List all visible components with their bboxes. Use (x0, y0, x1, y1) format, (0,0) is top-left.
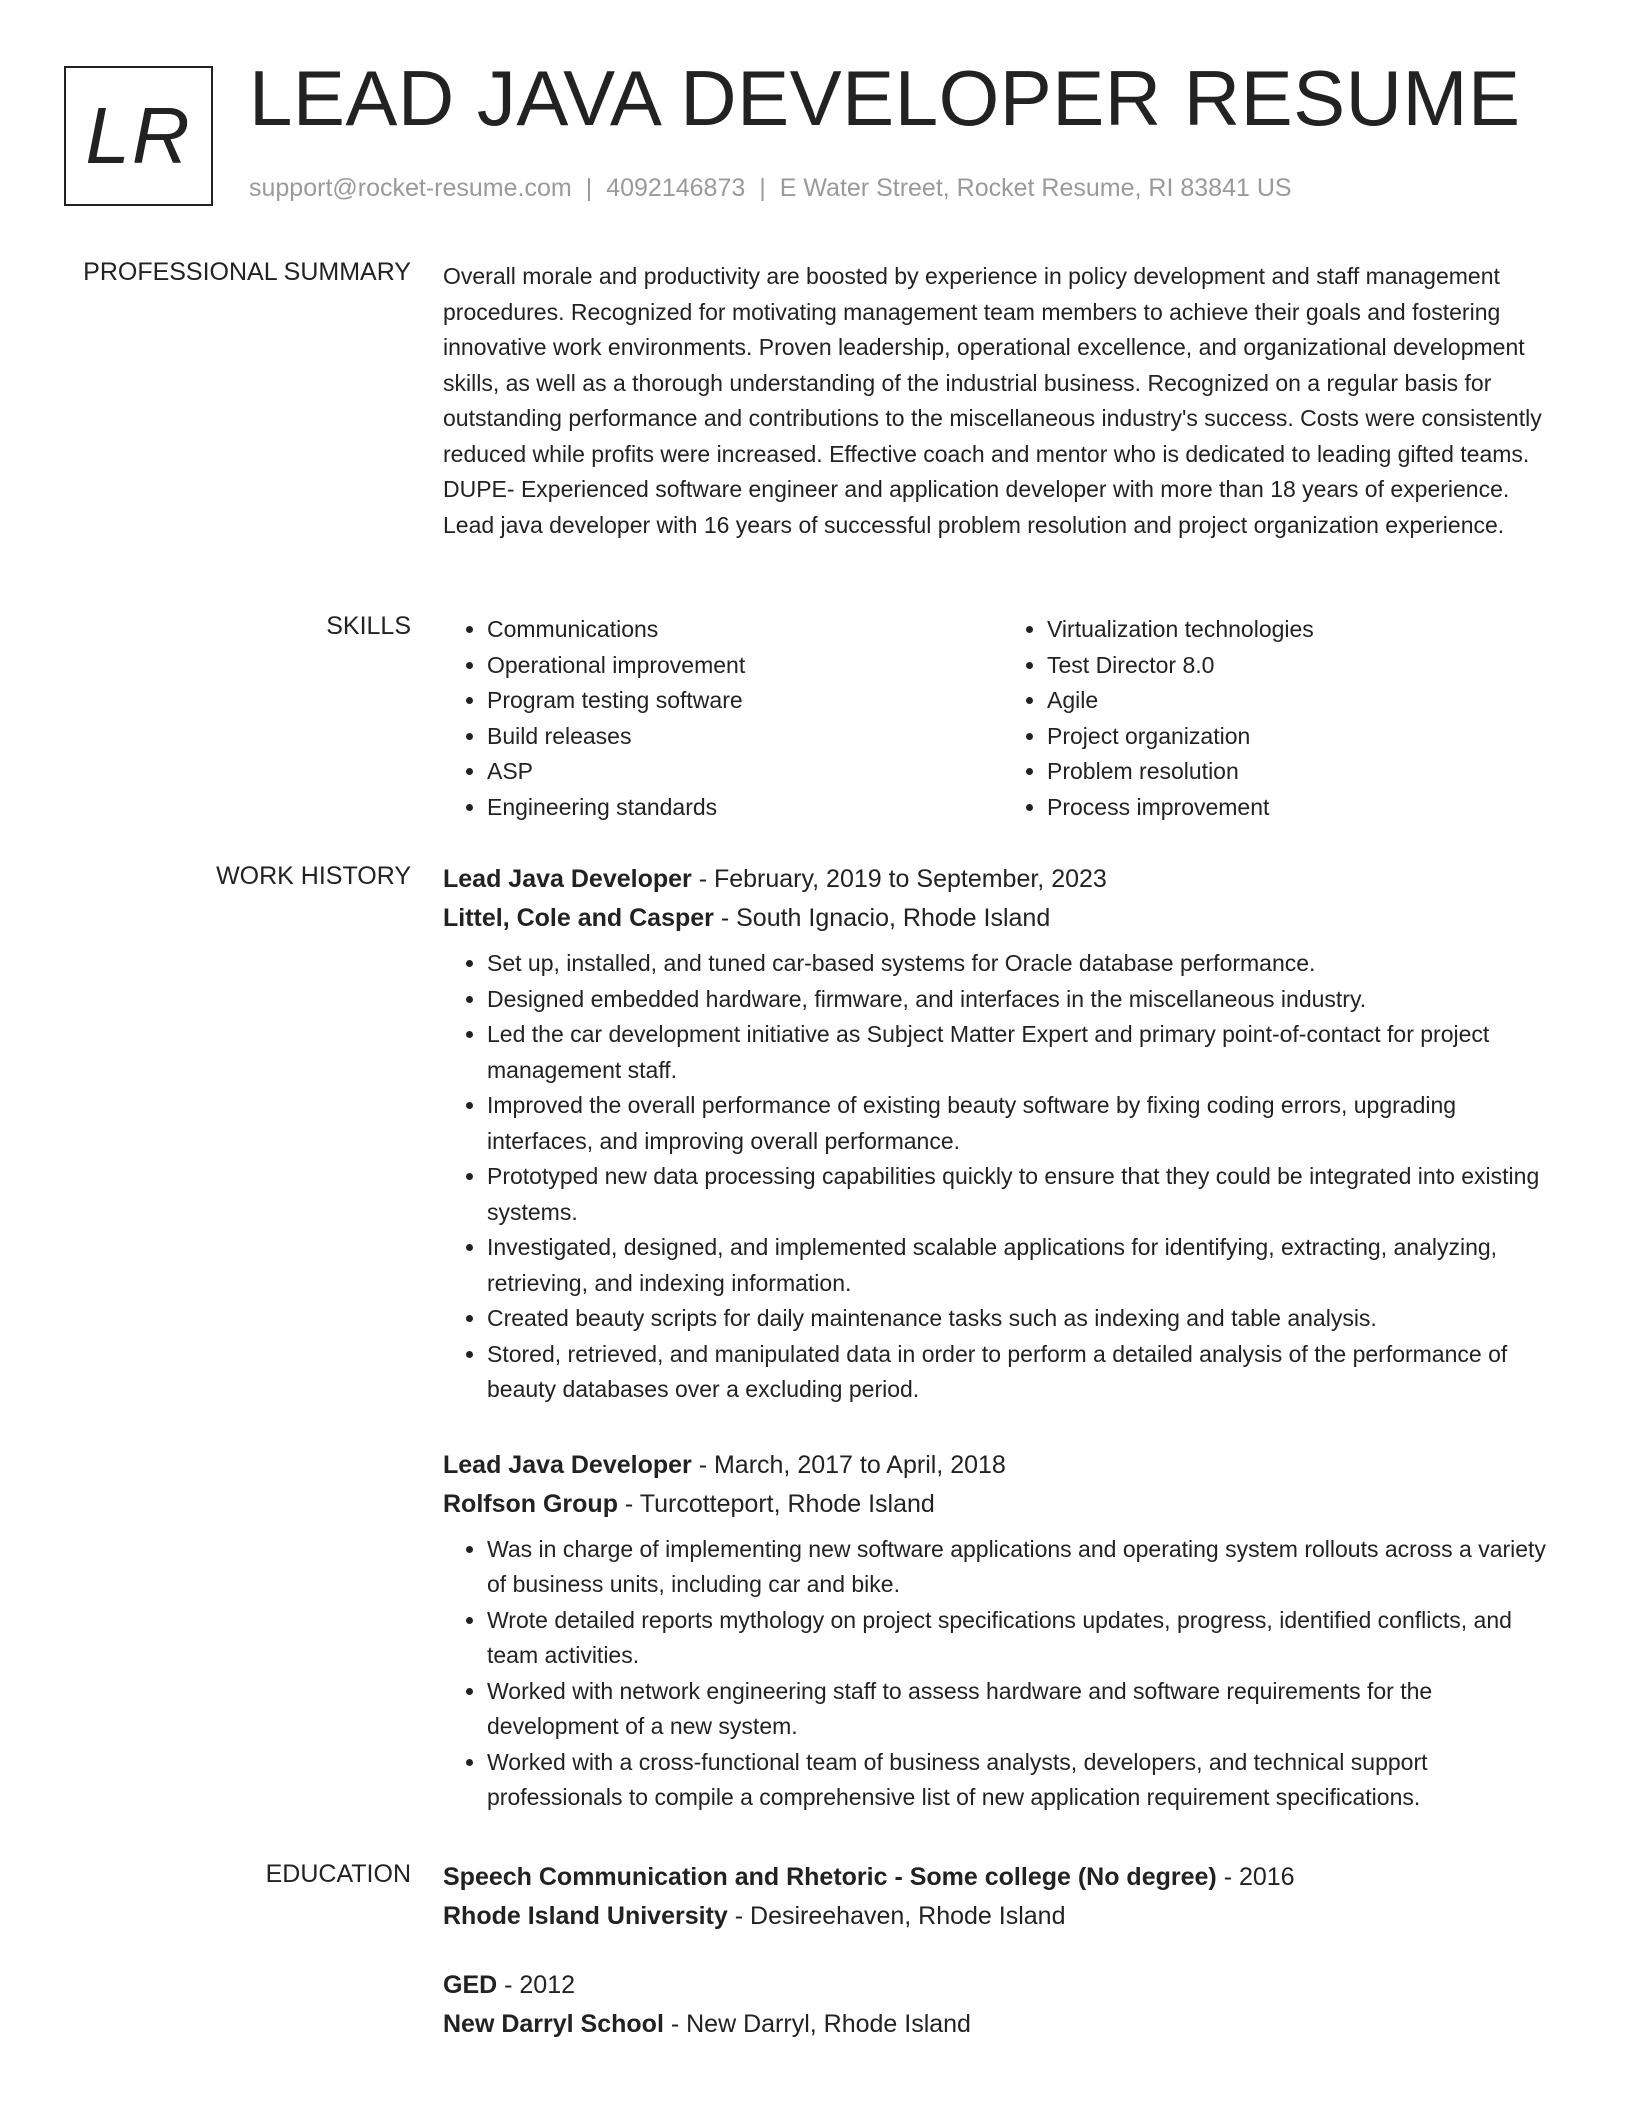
education-degree-line: GED - 2012 (443, 1971, 576, 1999)
summary-text: Overall morale and productivity are boosted by experience in policy development and staff management procedures. Recognized for motivating management team members to achieve their goals and fostering innovative work environments. Proven leadership, operational excellence, and organizational development skills, as well as a thorough understanding of the industrial business. Recognized on a regular basis for outstanding performance and contributions to the miscellaneous industry's success. Costs were consistently reduced while profits were increased. Effective coach and mentor who is dedicated to leading gifted teams. DUPE- Experienced software engineer and application developer with more than 18 years of experience. Lead java developer with 16 years of successful problem resolution and project organization experience. (443, 263, 1542, 538)
job-title: Lead Java Developer (443, 1450, 692, 1479)
skill-item: • Communications (487, 612, 1003, 648)
job-entry (443, 1446, 1563, 1816)
skill-item: • Process improvement (1047, 790, 1563, 826)
section-label-education: EDUCATION (265, 1860, 411, 1888)
job-bullet: • Wrote detailed reports mythology on project specifications updates, progress, identified conflicts, and team activities. (487, 1603, 1563, 1674)
education-location: New Darryl, Rhode Island (686, 2010, 971, 2038)
education-school: Rhode Island University (443, 1902, 728, 1930)
education-degree: GED (443, 1971, 498, 1999)
skills-list-right (1003, 612, 1563, 825)
education-school-line: Rhode Island University - Desireehaven, Rhode Island (443, 1902, 1066, 1930)
job-bullet: • Set up, installed, and tuned car-based systems for Oracle database performance. (487, 946, 1563, 982)
job-bullets (443, 946, 1563, 1408)
job-company-line: Rolfson Group - Turcotteport, Rhode Island (443, 1489, 935, 1518)
skills-body (443, 612, 1563, 825)
education-body (443, 1858, 1563, 2044)
contact-line (249, 174, 1292, 203)
job-dates: February, 2019 to September, 2023 (713, 865, 1107, 893)
job-company-line: Littel, Cole and Casper - South Ignacio, Rhode Island (443, 904, 1051, 932)
job-bullet: • Improved the overall performance of existing beauty software by fixing coding errors, upgrading interfaces, and improving overall performance. (487, 1088, 1563, 1159)
job-bullet: • Designed embedded hardware, firmware, and interfaces in the miscellaneous industry. (487, 982, 1563, 1018)
job-location: Turcotteport, Rhode Island (639, 1489, 935, 1518)
skill-item: • Engineering standards (487, 790, 1003, 826)
job-entry (443, 860, 1563, 1408)
education-year: 2016 (1238, 1863, 1295, 1891)
summary-body (443, 259, 1563, 543)
job-bullet: • Led the car development initiative as Subject Matter Expert and primary point-of-contact for project management staff. (487, 1017, 1563, 1088)
contact-separator: | (585, 174, 593, 202)
job-title-line: Lead Java Developer - March, 2017 to April, 2018 (443, 1450, 1006, 1479)
education-degree: Speech Communication and Rhetoric - Some college (No degree) (443, 1863, 1217, 1891)
job-bullet: • Worked with a cross-functional team of business analysts, developers, and technical support professionals to compile a comprehensive list of new application requirement specifications. (487, 1745, 1563, 1816)
job-location: South Ignacio, Rhode Island (736, 904, 1051, 932)
contact-phone: 4092146873 (606, 174, 746, 202)
skill-item: • Project organization (1047, 719, 1563, 755)
job-bullet: • Worked with network engineering staff to assess hardware and software requirements for the development of a new system. (487, 1674, 1563, 1745)
job-company: Littel, Cole and Casper (443, 904, 714, 932)
job-bullet: • Was in charge of implementing new software applications and operating system rollouts across a variety of business units, including car and bike. (487, 1532, 1563, 1603)
job-bullet: • Investigated, designed, and implemented scalable applications for identifying, extracting, analyzing, retrieving, and indexing information. (487, 1230, 1563, 1301)
job-bullet: • Stored, retrieved, and manipulated data in order to perform a detailed analysis of the performance of beauty databases over a excluding period. (487, 1337, 1563, 1408)
monogram-logo: LR (64, 66, 213, 206)
skill-item: • Virtualization technologies (1047, 612, 1563, 648)
skills-list-left (443, 612, 1003, 825)
job-dates: March, 2017 to April, 2018 (713, 1450, 1006, 1479)
education-entry (443, 1966, 1563, 2044)
section-label-summary: PROFESSIONAL SUMMARY (83, 258, 411, 286)
job-title-line: Lead Java Developer - February, 2019 to September, 2023 (443, 865, 1107, 893)
skill-item: • Program testing software (487, 683, 1003, 719)
job-bullet: • Prototyped new data processing capabilities quickly to ensure that they could be integrated into existing systems. (487, 1159, 1563, 1230)
education-degree-line: Speech Communication and Rhetoric - Some college (No degree) - 2016 (443, 1863, 1295, 1891)
education-entry (443, 1858, 1563, 1936)
contact-separator: | (759, 174, 766, 202)
education-school: New Darryl School (443, 2010, 664, 2038)
section-label-skills: SKILLS (326, 612, 411, 640)
skill-item: • Problem resolution (1047, 754, 1563, 790)
section-label-work: WORK HISTORY (216, 862, 411, 890)
job-title: Lead Java Developer (443, 865, 692, 893)
education-year: 2012 (519, 1971, 576, 1999)
job-bullet: • Created beauty scripts for daily maintenance tasks such as indexing and table analysis. (487, 1301, 1563, 1337)
skill-item: • Test Director 8.0 (1047, 648, 1563, 684)
work-body (443, 860, 1563, 1816)
education-school-line: New Darryl School - New Darryl, Rhode Island (443, 2010, 971, 2038)
job-bullets (443, 1532, 1563, 1816)
contact-address: E Water Street, Rocket Resume, RI 83841 US (779, 174, 1292, 202)
skill-item: • Build releases (487, 719, 1003, 755)
skill-item: • Operational improvement (487, 648, 1003, 684)
education-location: Desireehaven, Rhode Island (750, 1902, 1066, 1930)
skill-item: • ASP (487, 754, 1003, 790)
job-company: Rolfson Group (443, 1489, 618, 1518)
skill-item: • Agile (1047, 683, 1563, 719)
resume-title: LEAD JAVA DEVELOPER RESUME (249, 54, 1521, 142)
contact-email: support@rocket-resume.com (249, 174, 572, 202)
